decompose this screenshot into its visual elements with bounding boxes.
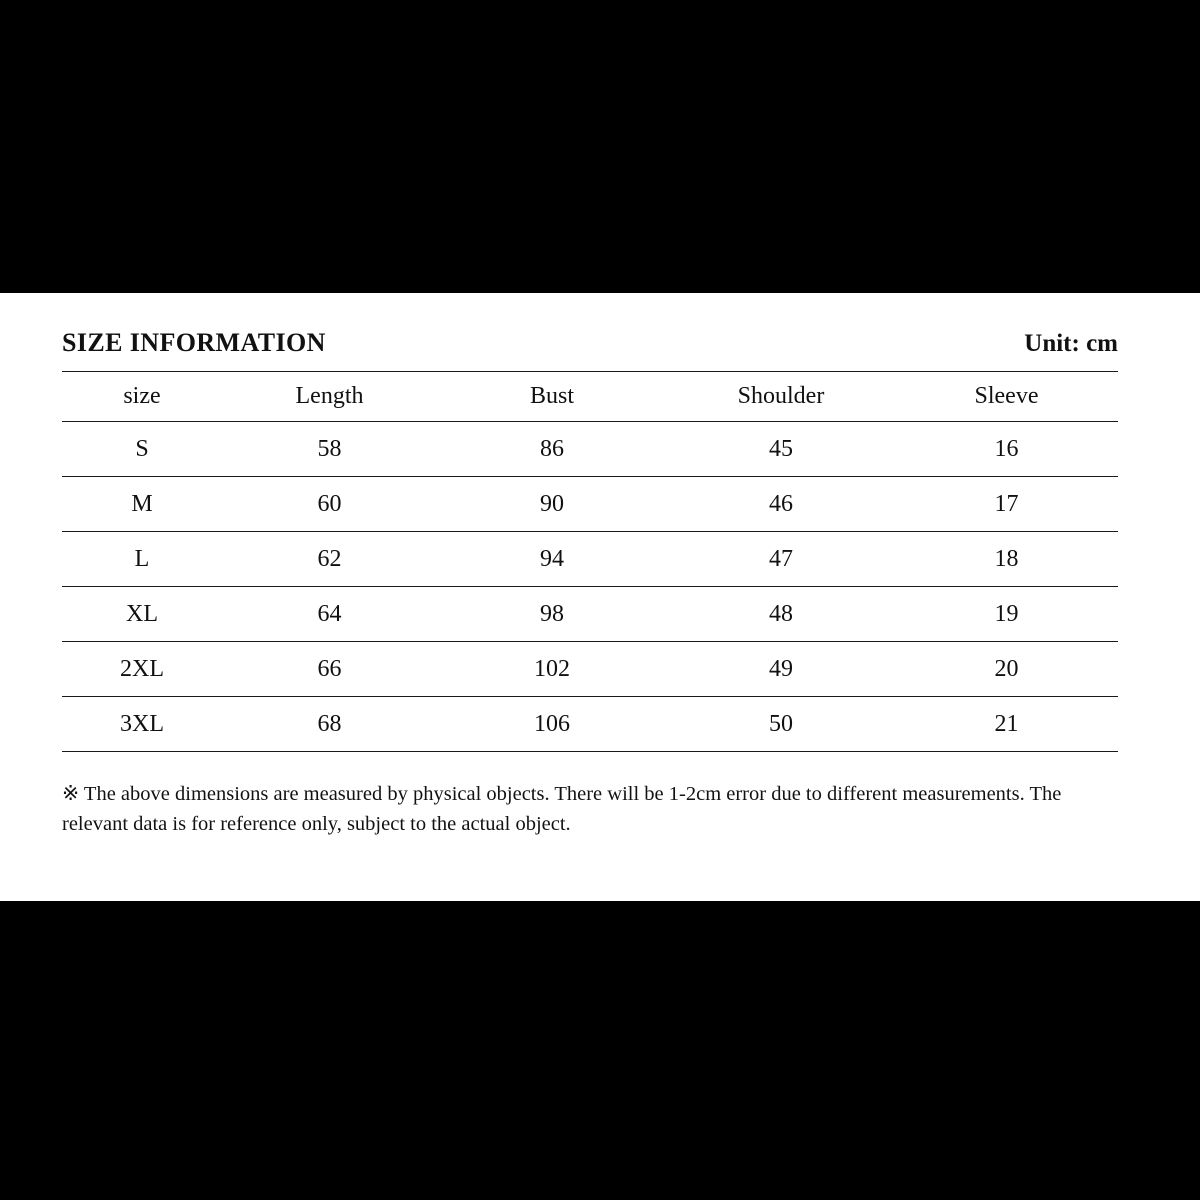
- table-row: [62, 697, 1118, 752]
- cell-length: 62: [222, 532, 437, 587]
- cell-shoulder: 49: [667, 642, 895, 697]
- cell-size: L: [62, 532, 222, 587]
- table-row: [62, 422, 1118, 477]
- table-header: [62, 372, 1118, 422]
- cell-bust: 102: [437, 642, 667, 697]
- cell-length: 68: [222, 697, 437, 752]
- cell-shoulder: 46: [667, 477, 895, 532]
- table-header-row: [62, 372, 1118, 422]
- cell-sleeve: 21: [895, 697, 1118, 752]
- cell-shoulder: 47: [667, 532, 895, 587]
- column-header-sleeve: Sleeve: [895, 372, 1118, 422]
- size-chart-table: [62, 371, 1118, 752]
- cell-sleeve: 20: [895, 642, 1118, 697]
- panel-content: [62, 328, 1118, 839]
- table-row: [62, 587, 1118, 642]
- panel-header: [62, 328, 1118, 371]
- cell-length: 64: [222, 587, 437, 642]
- column-header-shoulder: Shoulder: [667, 372, 895, 422]
- page-title: SIZE INFORMATION: [62, 328, 326, 357]
- cell-size: 2XL: [62, 642, 222, 697]
- cell-sleeve: 16: [895, 422, 1118, 477]
- cell-shoulder: 45: [667, 422, 895, 477]
- table-body: [62, 422, 1118, 752]
- cell-length: 66: [222, 642, 437, 697]
- cell-bust: 106: [437, 697, 667, 752]
- cell-length: 60: [222, 477, 437, 532]
- column-header-size: size: [62, 372, 222, 422]
- cell-size: XL: [62, 587, 222, 642]
- size-information-panel: [0, 293, 1200, 901]
- cell-sleeve: 19: [895, 587, 1118, 642]
- table-row: [62, 642, 1118, 697]
- cell-size: 3XL: [62, 697, 222, 752]
- column-header-length: Length: [222, 372, 437, 422]
- cell-size: M: [62, 477, 222, 532]
- table-row: [62, 477, 1118, 532]
- cell-length: 58: [222, 422, 437, 477]
- cell-bust: 98: [437, 587, 667, 642]
- cell-shoulder: 48: [667, 587, 895, 642]
- cell-shoulder: 50: [667, 697, 895, 752]
- table-row: [62, 532, 1118, 587]
- cell-size: S: [62, 422, 222, 477]
- unit-label: Unit: cm: [1024, 330, 1118, 357]
- cell-bust: 90: [437, 477, 667, 532]
- cell-sleeve: 17: [895, 477, 1118, 532]
- cell-bust: 86: [437, 422, 667, 477]
- cell-sleeve: 18: [895, 532, 1118, 587]
- cell-bust: 94: [437, 532, 667, 587]
- measurement-disclaimer: ※ The above dimensions are measured by physical objects. There will be 1-2cm error due to different measurements. The relevant data is for reference only, subject to the actual object.: [62, 783, 1062, 836]
- column-header-bust: Bust: [437, 372, 667, 422]
